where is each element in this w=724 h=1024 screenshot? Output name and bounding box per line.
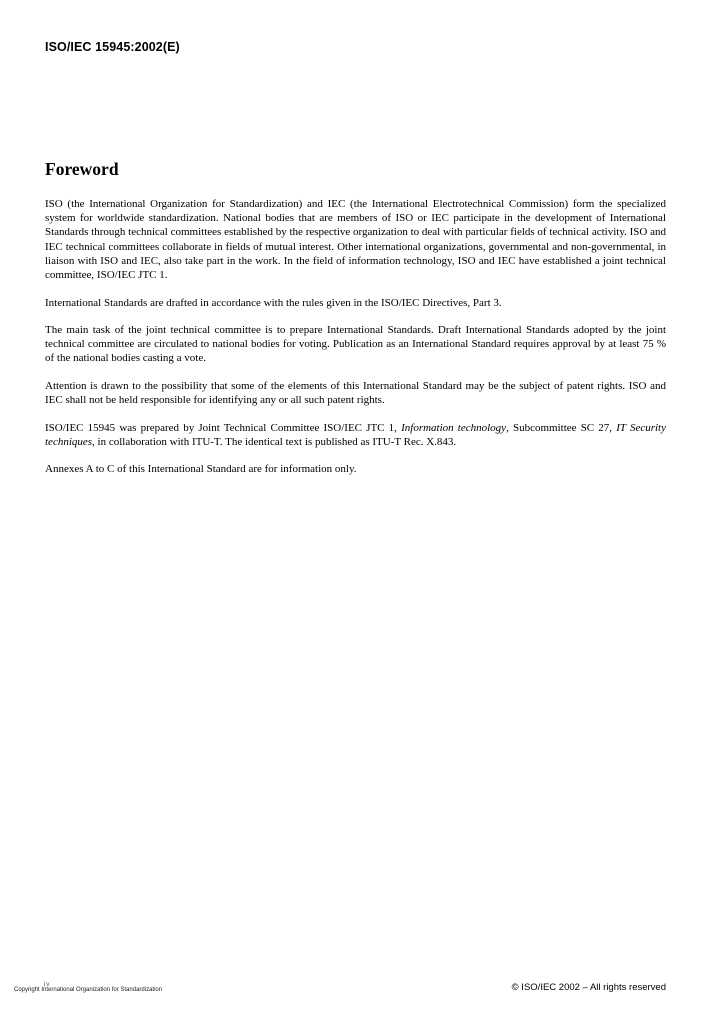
paragraph-committee-task: The main task of the joint technical committee is to prepare International Standards. Draft International Standards adopted by the joint technical committee are circulated to national bodies for voting. Publication as an International Standard requires approval by at least 75 % of the national bodies casting a vote.: [45, 324, 666, 365]
preparation-italic-1: Information technology: [401, 421, 507, 434]
paragraph-directives: International Standards are drafted in accordance with the rules given in the ISO/IEC Directives, Part 3.: [45, 296, 502, 309]
footer-copyright-right: © ISO/IEC 2002 – All rights reserved: [511, 982, 666, 993]
footer-copyright-left: Copyright International Organization for Standardization: [14, 987, 163, 993]
preparation-text-1: ISO/IEC 15945 was prepared by Joint Technical Committee ISO/IEC JTC 1,: [45, 421, 402, 434]
section-title: Foreword: [45, 159, 119, 179]
foreword-body: [45, 197, 666, 490]
paragraph-organizations: ISO (the International Organization for Standardization) and IEC (the International Electrotechnical Commission) form the specialized system for worldwide standardization. National bodies that are members of ISO or IEC participate in the development of International Standards through technical committees established by the respective organization to deal with particular fields of technical activity. ISO and IEC technical committees collaborate in fields of mutual interest. Other international organizations, governmental and non-governmental, in liaison with ISO and IEC, also take part in the work. In the field of information technology, ISO and IEC have established a joint technical committee, ISO/IEC JTC 1.: [45, 198, 666, 282]
page-number: iv: [44, 982, 51, 988]
paragraph-patent-rights: Attention is drawn to the possibility that some of the elements of this International Standard may be the subject of patent rights. ISO and IEC shall not be held responsible for identifying any or all such patent rights.: [45, 379, 666, 407]
preparation-italic-2: IT Security techniques: [45, 421, 666, 448]
paragraph-preparation: [45, 421, 666, 449]
document-id-header: ISO/IEC 15945:2002(E): [45, 40, 180, 54]
paragraph-annexes: Annexes A to C of this International Standard are for information only.: [45, 463, 357, 476]
preparation-text-3: , in collaboration with ITU-T. The identical text is published as ITU-T Rec. X.843.: [92, 435, 457, 448]
preparation-text-2: , Subcommittee SC 27,: [506, 421, 617, 434]
